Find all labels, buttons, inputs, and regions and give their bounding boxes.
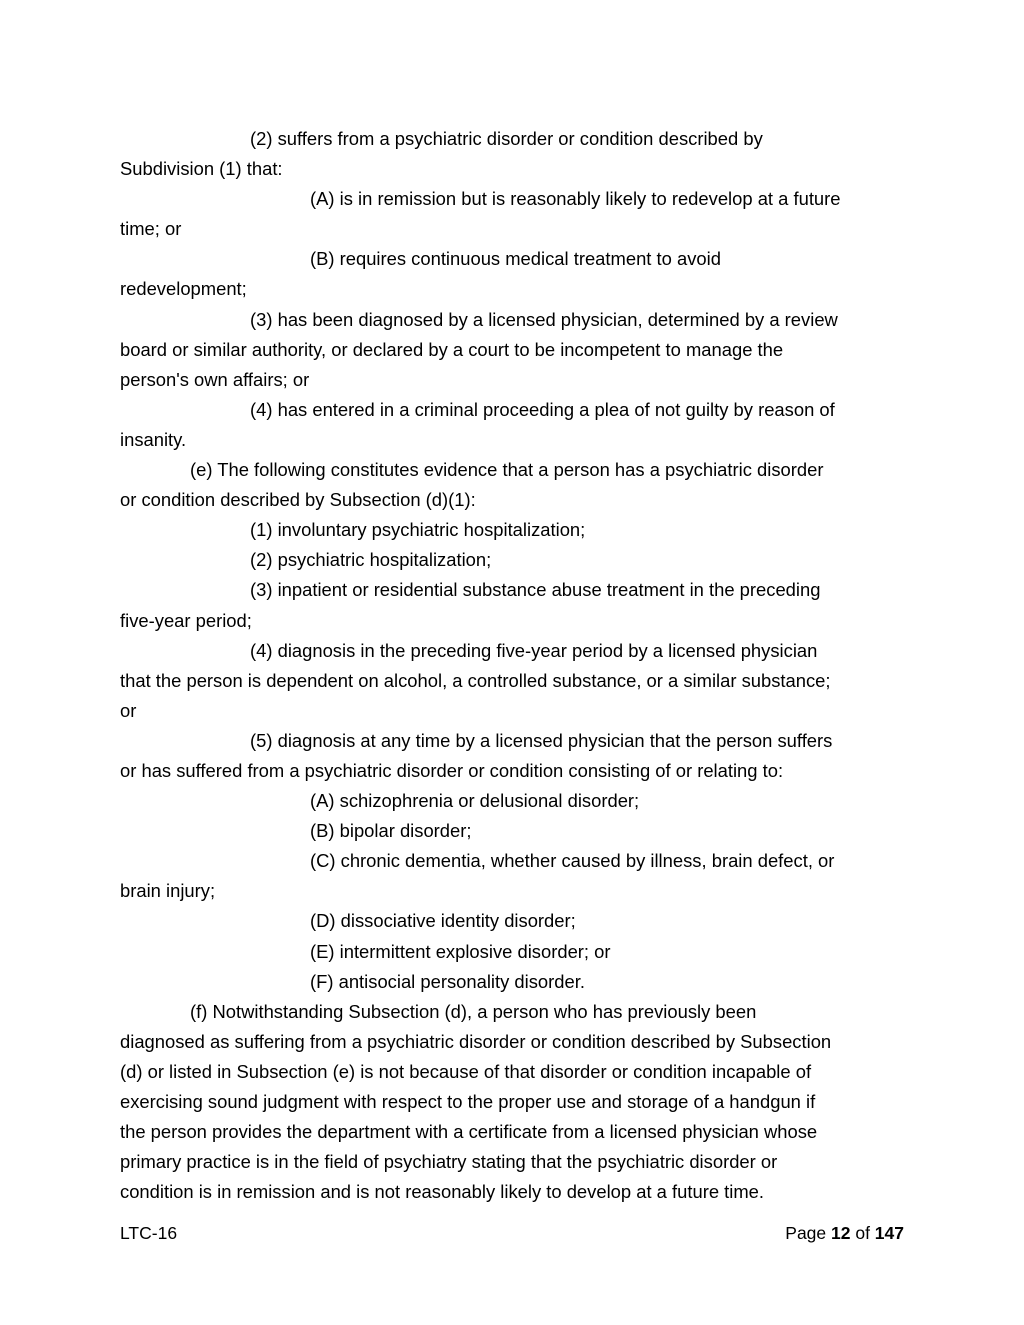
text-line: (B) bipolar disorder; [310, 820, 472, 842]
text-line: (E) intermittent explosive disorder; or [310, 940, 611, 962]
text-line: insanity. [120, 428, 187, 450]
text-line: (4) diagnosis in the preceding five-year period by a licensed physician [250, 639, 818, 661]
text-line: (5) diagnosis at any time by a licensed physician that the person suffers [250, 729, 833, 751]
text-line: (f) Notwithstanding Subsection (d), a person who has previously been [190, 1000, 757, 1022]
document-body [120, 124, 904, 1207]
text-line: brain injury; [120, 880, 216, 902]
text-line: (A) schizophrenia or delusional disorder; [310, 790, 640, 812]
current-page: 12 [831, 1223, 851, 1243]
text-line: (3) inpatient or residential substance abuse treatment in the preceding [250, 579, 821, 601]
page-number-label [785, 1220, 904, 1246]
text-line: five-year period; [120, 609, 252, 631]
text-line: diagnosed as suffering from a psychiatric disorder or condition described by Subsection [120, 1030, 832, 1052]
text-line: primary practice is in the field of psychiatry stating that the psychiatric disorder or [120, 1151, 778, 1173]
text-line: the person provides the department with a certificate from a licensed physician whose [120, 1121, 818, 1143]
text-line: condition is in remission and is not reasonably likely to develop at a future time. [120, 1181, 765, 1203]
text-line: time; or [120, 218, 182, 240]
text-line: Subdivision (1) that: [120, 158, 283, 180]
text-line: (2) psychiatric hospitalization; [250, 549, 492, 571]
text-line: board or similar authority, or declared by a court to be incompetent to manage the [120, 338, 784, 360]
text-line: or [120, 699, 137, 721]
text-line: (4) has entered in a criminal proceeding a plea of not guilty by reason of [250, 398, 835, 420]
page-prefix: Page [785, 1223, 831, 1243]
text-line: (B) requires continuous medical treatment to avoid [310, 248, 721, 270]
text-line: or has suffered from a psychiatric disorder or condition consisting of or relating to: [120, 759, 784, 781]
text-line: exercising sound judgment with respect to the proper use and storage of a handgun if [120, 1091, 816, 1112]
document-id: LTC-16 [120, 1223, 178, 1243]
text-line: (1) involuntary psychiatric hospitalization; [250, 519, 586, 541]
text-line: person's own affairs; or [120, 368, 310, 390]
text-line: (3) has been diagnosed by a licensed physician, determined by a review [250, 308, 838, 330]
text-line: (F) antisocial personality disorder. [310, 970, 585, 992]
text-line: (2) suffers from a psychiatric disorder or condition described by [250, 128, 763, 149]
text-line: (d) or listed in Subsection (e) is not because of that disorder or condition incapable of [120, 1060, 812, 1082]
total-pages: 147 [874, 1223, 904, 1243]
page-of: of [850, 1223, 875, 1243]
text-line: or condition described by Subsection (d)(1): [120, 489, 476, 511]
text-line: redevelopment; [120, 278, 247, 300]
text-line: (C) chronic dementia, whether caused by illness, brain defect, or [310, 850, 835, 872]
text-line: that the person is dependent on alcohol, a controlled substance, or a similar substance; [120, 669, 831, 691]
text-line: (D) dissociative identity disorder; [310, 910, 576, 932]
text-line: (A) is in remission but is reasonably likely to redevelop at a future [310, 188, 841, 210]
text-line: (e) The following constitutes evidence that a person has a psychiatric disorder [190, 459, 824, 481]
